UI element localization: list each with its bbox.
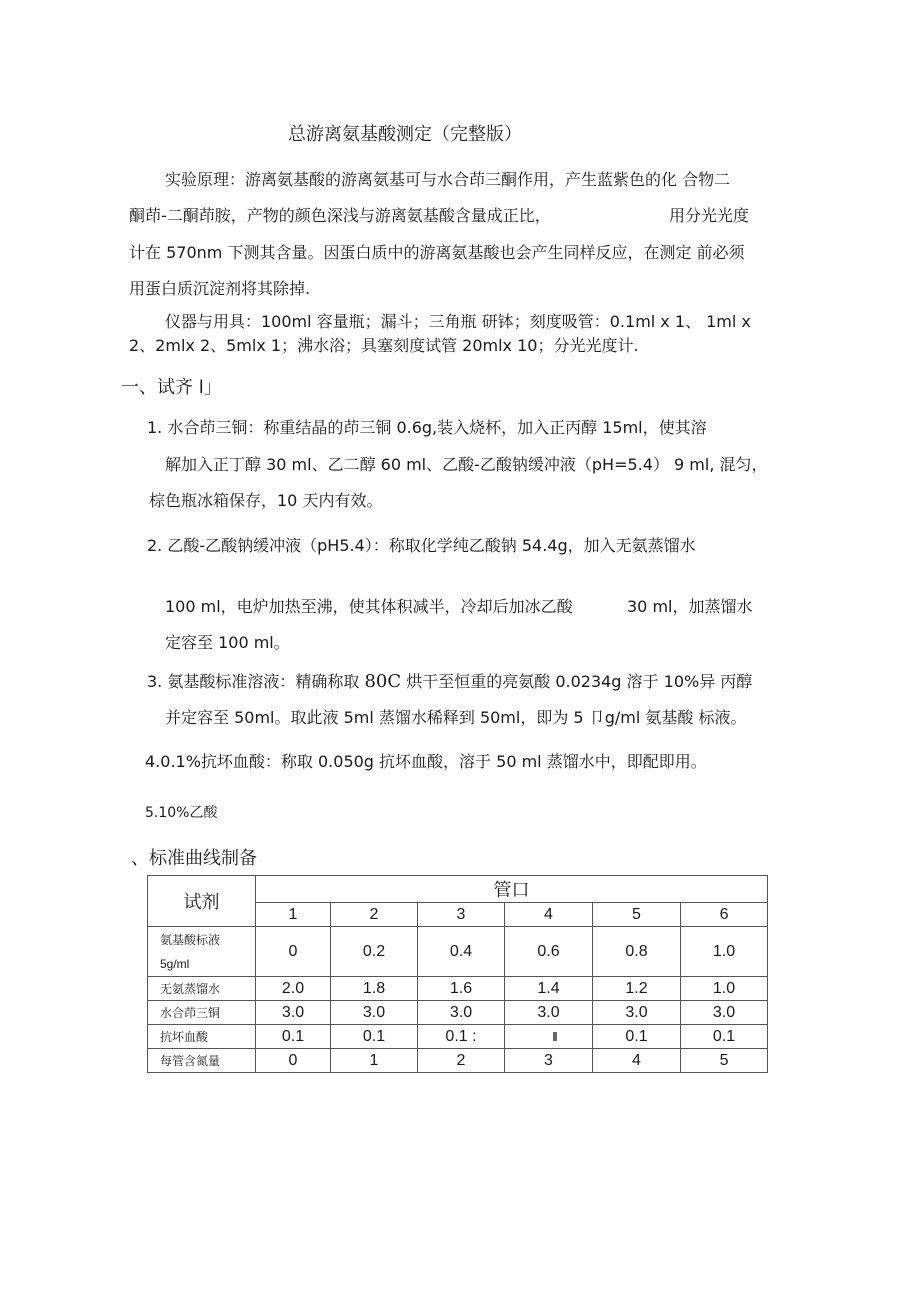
reagent-2-line-3: 定容至 100 ml。 bbox=[165, 633, 290, 652]
row-label-line-2: 5g/ml bbox=[160, 956, 190, 971]
reagent-column-header: 试剂 bbox=[148, 876, 256, 927]
table-cell: 5 bbox=[681, 1049, 768, 1073]
reagent-1-line-1: 1. 水合茚三铜：称重结晶的茚三铜 0.6g,装入烧杯，加入正丙醇 15ml，使其溶 bbox=[147, 418, 707, 437]
reagent-3-line-1 bbox=[147, 671, 752, 693]
table-cell: 4 bbox=[593, 1049, 681, 1073]
table-cell: 0 bbox=[256, 927, 331, 977]
row-label: 抗坏血酸 bbox=[148, 1025, 256, 1049]
table-cell: 3.0 bbox=[331, 1001, 418, 1025]
table-cell: 3 bbox=[505, 1049, 593, 1073]
table-cell: 3.0 bbox=[681, 1001, 768, 1025]
reagent-2-line-2: 100 ml，电炉加热至沸，使其体积减半，冷却后加冰乙酸 bbox=[165, 597, 573, 616]
reagent-3-temp: 80C bbox=[364, 671, 402, 692]
table-cell bbox=[505, 1025, 593, 1049]
table-cell: 1.6 bbox=[418, 977, 505, 1001]
principle-line-4: 用蛋白质沉淀剂将其除掉. bbox=[129, 279, 311, 298]
table-cell: 1.8 bbox=[331, 977, 418, 1001]
table-cell: 1.2 bbox=[593, 977, 681, 1001]
principle-line-3: 计在 570nm 下测其含量。因蛋白质中的游离氨基酸也会产生同样反应，在测定 前必须 bbox=[129, 243, 745, 262]
tube-number: 5 bbox=[593, 903, 681, 927]
table-row bbox=[148, 1001, 768, 1025]
row-label bbox=[148, 927, 256, 977]
reagent-2-line-2-end: 30 ml，加蒸馏水 bbox=[627, 597, 753, 616]
table-cell: 0.1 bbox=[331, 1025, 418, 1049]
table-cell: 3.0 bbox=[505, 1001, 593, 1025]
table-row bbox=[148, 1025, 768, 1049]
table-cell: 0.1 bbox=[681, 1025, 768, 1049]
row-label: 每管含氮量 bbox=[148, 1049, 256, 1073]
table-cell: 0.1 bbox=[256, 1025, 331, 1049]
tube-column-header: 管口 bbox=[256, 876, 768, 903]
table-cell: 1.4 bbox=[505, 977, 593, 1001]
table-cell: 3.0 bbox=[256, 1001, 331, 1025]
table-cell: 2.0 bbox=[256, 977, 331, 1001]
section-standard-curve-heading: 、标准曲线制备 bbox=[131, 848, 257, 869]
table-cell: 1.0 bbox=[681, 977, 768, 1001]
table-cell: 0.1 bbox=[593, 1025, 681, 1049]
apparatus-line-1: 仪器与用具：100ml 容量瓶；漏斗；三角瓶 研钵；刻度吸管：0.1ml x 1、 1ml x bbox=[165, 312, 751, 331]
table-header-row bbox=[148, 876, 768, 903]
table-cell: 0 bbox=[256, 1049, 331, 1073]
reagent-2-line-1: 2. 乙酸-乙酸钠缓冲液（pH5.4）：称取化学纯乙酸钠 54.4g，加入无氨蒸馏水 bbox=[147, 536, 696, 555]
reagent-5: 5.10%乙酸 bbox=[145, 805, 218, 821]
table-cell: 0.8 bbox=[593, 927, 681, 977]
scan-artifact-mark bbox=[553, 1032, 557, 1041]
table-cell: 0.1 : bbox=[418, 1025, 505, 1049]
table-cell: 0.4 bbox=[418, 927, 505, 977]
table-cell: 2 bbox=[418, 1049, 505, 1073]
table-cell: 3.0 bbox=[418, 1001, 505, 1025]
row-label: 水合茚三铜 bbox=[148, 1001, 256, 1025]
table-row bbox=[148, 927, 768, 977]
apparatus-line-2: 2、2mlx 2、5mlx 1；沸水浴；具塞刻度试管 20mlx 10；分光光度计. bbox=[129, 336, 639, 355]
page-title: 总游离氨基酸测定（完整版） bbox=[288, 124, 522, 145]
principle-line-2-end: 用分光光度 bbox=[669, 206, 750, 225]
table-cell: 1 bbox=[331, 1049, 418, 1073]
table-row bbox=[148, 977, 768, 1001]
table-cell: 0.6 bbox=[505, 927, 593, 977]
table-row bbox=[148, 1049, 768, 1073]
reagent-3-line-1-c: 烘干至恒重的亮氨酸 0.0234g 溶于 10%异 丙醇 bbox=[406, 672, 753, 691]
principle-line-1: 实验原理：游离氨基酸的游离氨基可与水合茚三酮作用，产生蓝紫色的化 合物二 bbox=[165, 170, 731, 189]
principle-line-2: 酮茚-二酮茚胺，产物的颜色深浅与游离氨基酸含量成正比， bbox=[129, 206, 551, 225]
tube-number: 1 bbox=[256, 903, 331, 927]
table-cell: 1.0 bbox=[681, 927, 768, 977]
table-cell: 3.0 bbox=[593, 1001, 681, 1025]
reagent-3-line-2: 并定容至 50ml。取此液 5ml 蒸馏水稀释到 50ml，即为 5 卩g/ml 氨基酸 标液。 bbox=[165, 708, 747, 727]
row-label-line-1: 氨基酸标液 bbox=[160, 932, 221, 947]
tube-number: 4 bbox=[505, 903, 593, 927]
tube-number: 3 bbox=[418, 903, 505, 927]
tube-number: 2 bbox=[331, 903, 418, 927]
reagent-1-line-2: 解加入正丁醇 30 ml、乙二醇 60 ml、乙酸-乙酸钠缓冲液（pH=5.4） 9 ml, 混匀， bbox=[165, 455, 768, 474]
reagent-4: 4.0.1%抗坏血酸：称取 0.050g 抗坏血酸，溶于 50 ml 蒸馏水中，即配即用。 bbox=[145, 752, 707, 771]
table-cell: 0.2 bbox=[331, 927, 418, 977]
section-reagents-heading: 一、试齐 l」 bbox=[121, 377, 222, 398]
row-label: 无氨蒸馏水 bbox=[148, 977, 256, 1001]
reagent-1-line-3: 棕色瓶冰箱保存，10 天内有效。 bbox=[149, 491, 383, 510]
reagent-3-line-1-a: 3. 氨基酸标准溶液：精确称取 bbox=[147, 672, 360, 691]
standard-curve-table bbox=[147, 875, 768, 1073]
tube-number: 6 bbox=[681, 903, 768, 927]
